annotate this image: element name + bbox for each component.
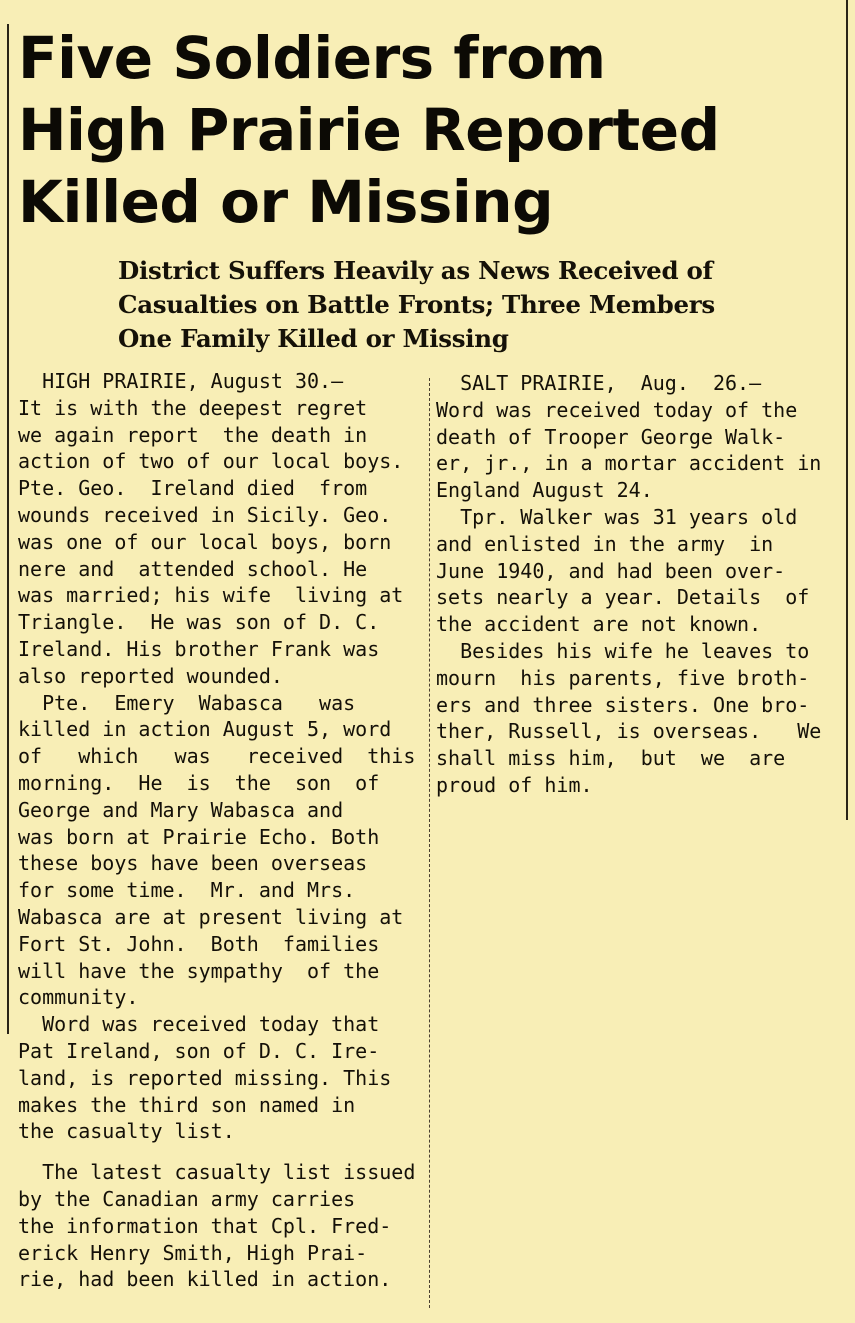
text-line: the casualty list. (18, 1119, 235, 1144)
text-line: Pte. Emery Wabasca was (18, 690, 356, 715)
text-line: Wabasca are at present living at (18, 904, 404, 929)
text-line: and enlisted in the army in (436, 531, 774, 556)
article-paragraph (436, 638, 840, 799)
article-paragraph (18, 368, 418, 690)
text-line: also reported wounded. (18, 663, 283, 688)
subheadline-line: Casualties on Battle Fronts; Three Members (118, 290, 715, 319)
subheadline-line: One Family Killed or Missing (118, 324, 509, 353)
text-line: community. (18, 985, 139, 1010)
text-line: Fort St. John. Both families (18, 931, 380, 956)
article-paragraph (18, 690, 418, 1012)
paragraph-gap (18, 1145, 418, 1159)
text-line: killed in action August 5, word (18, 717, 392, 742)
text-line: shall miss him, but we are (436, 746, 786, 771)
text-line: wounds received in Sicily. Geo. (18, 502, 392, 527)
article-paragraph (436, 504, 840, 638)
text-line: Besides his wife he leaves to (436, 638, 810, 663)
text-line: Ireland. His brother Frank was (18, 636, 380, 661)
text-line: Tpr. Walker was 31 years old (436, 504, 798, 529)
text-line: erick Henry Smith, High Prai- (18, 1240, 368, 1265)
right-column (436, 370, 840, 799)
text-line: for some time. Mr. and Mrs. (18, 878, 356, 903)
text-line: action of two of our local boys. (18, 449, 404, 474)
text-line: land, is reported missing. This (18, 1065, 392, 1090)
right-border-rule (846, 0, 848, 820)
text-line: er, jr., in a mortar accident in (436, 451, 822, 476)
text-line: the accident are not known. (436, 612, 762, 637)
text-line: Pte. Geo. Ireland died from (18, 476, 368, 501)
text-line: Pat Ireland, son of D. C. Ire- (18, 1038, 380, 1063)
left-column (18, 368, 418, 1293)
text-line: Word was received today that (18, 1012, 380, 1037)
text-line: was one of our local boys, born (18, 529, 392, 554)
text-line: sets nearly a year. Details of (436, 585, 810, 610)
text-line: will have the sympathy of the (18, 958, 380, 983)
text-line: England August 24. (436, 478, 653, 503)
text-line: Word was received today of the (436, 397, 798, 422)
text-line: nere and attended school. He (18, 556, 368, 581)
subheadline-line: District Suffers Heavily as News Received of (118, 256, 713, 285)
text-line: ers and three sisters. One bro- (436, 692, 810, 717)
text-line: ther, Russell, is overseas. We (436, 719, 822, 744)
text-line: mourn his parents, five broth- (436, 665, 810, 690)
text-line: George and Mary Wabasca and (18, 797, 344, 822)
text-line: by the Canadian army carries (18, 1186, 356, 1211)
headline (18, 22, 838, 238)
text-line: makes the third son named in (18, 1092, 356, 1117)
text-line: rie, had been killed in action. (18, 1267, 392, 1292)
text-line: The latest casualty list issued (18, 1160, 416, 1185)
text-line: morning. He is the son of (18, 770, 380, 795)
article-paragraph (436, 370, 840, 504)
column-divider (429, 378, 431, 1308)
text-line: the information that Cpl. Fred- (18, 1213, 392, 1238)
text-line: was born at Prairie Echo. Both (18, 824, 380, 849)
text-line: these boys have been overseas (18, 851, 368, 876)
text-line: June 1940, and had been over- (436, 558, 786, 583)
text-line: we again report the death in (18, 422, 368, 447)
text-line: HIGH PRAIRIE, August 30.— (18, 369, 344, 393)
headline-line: Five Soldiers from (18, 24, 606, 92)
text-line: death of Trooper George Walk- (436, 424, 786, 449)
text-line: SALT PRAIRIE, Aug. 26.— (436, 371, 762, 395)
text-line: of which was received this (18, 744, 416, 769)
left-border-rule (7, 24, 9, 1034)
text-line: proud of him. (436, 772, 593, 797)
text-line: Triangle. He was son of D. C. (18, 610, 380, 635)
text-line: It is with the deepest regret (18, 395, 368, 420)
headline-line: Killed or Missing (18, 168, 554, 236)
article-paragraph (18, 1159, 418, 1293)
subheadline (118, 254, 818, 356)
headline-line: High Prairie Reported (18, 96, 720, 164)
text-line: was married; his wife living at (18, 583, 404, 608)
article-paragraph (18, 1011, 418, 1145)
